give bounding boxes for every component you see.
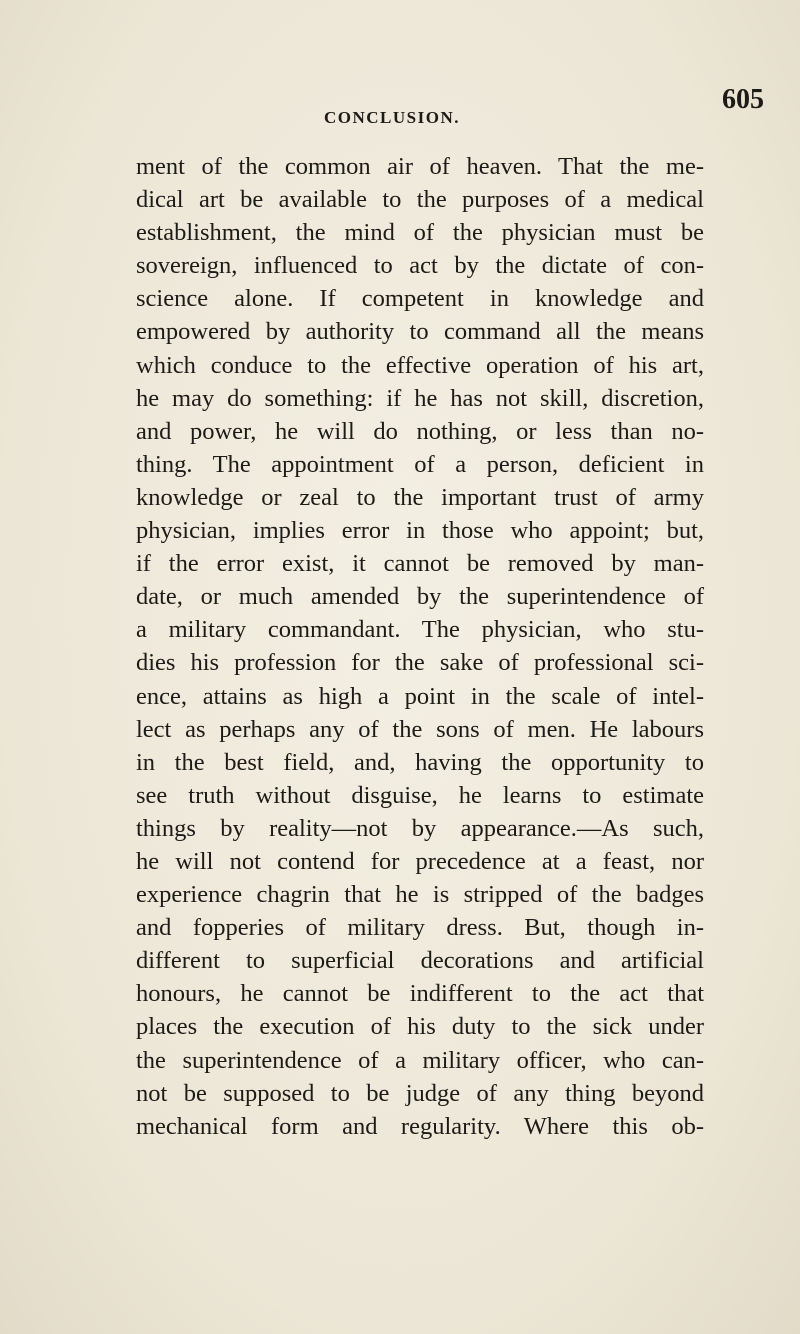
page-number: 605 <box>722 84 764 115</box>
text-line: he will not contend for precedence at a feast, nor <box>136 847 704 875</box>
text-line: empowered by authority to command all the means <box>136 318 704 346</box>
text-line: and fopperies of military dress. But, though in- <box>136 914 704 942</box>
text-line: thing. The appointment of a person, deficient in <box>136 450 704 478</box>
text-line: which conduce to the effective operation of his art, <box>136 351 704 379</box>
text-line: sovereign, influenced to act by the dictate of con- <box>136 252 704 280</box>
text-line: establishment, the mind of the physician must be <box>136 219 704 247</box>
text-line: dical art be available to the purposes of a medical <box>136 186 704 214</box>
text-line: see truth without disguise, he learns to estimate <box>136 781 704 809</box>
text-line: in the best field, and, having the opportunity to <box>136 748 704 776</box>
text-line: and power, he will do nothing, or less than no- <box>136 417 704 445</box>
text-line: honours, he cannot be indifferent to the act that <box>136 980 704 1008</box>
text-line: a military commandant. The physician, who stu- <box>136 616 704 644</box>
text-line: experience chagrin that he is stripped of the badges <box>136 881 704 909</box>
text-line: lect as perhaps any of the sons of men. He labours <box>136 715 704 743</box>
text-line: places the execution of his duty to the sick under <box>136 1013 704 1041</box>
text-line: the superintendence of a military officer, who can- <box>136 1046 704 1074</box>
running-head: CONCLUSION. <box>324 108 460 127</box>
text-line: he may do something: if he has not skill, discretion, <box>136 384 704 412</box>
text-line: science alone. If competent in knowledge and <box>136 285 704 313</box>
text-line: knowledge or zeal to the important trust of army <box>136 483 704 511</box>
body-text <box>136 150 704 1143</box>
text-line: different to superficial decorations and artificial <box>136 947 704 975</box>
text-line: dies his profession for the sake of professional sci- <box>136 649 704 677</box>
text-line: not be supposed to be judge of any thing beyond <box>136 1079 704 1107</box>
text-line: physician, implies error in those who appoint; but, <box>136 517 704 545</box>
text-line: things by reality—not by appearance.—As such, <box>136 814 704 842</box>
text-line: ment of the common air of heaven. That the me- <box>136 153 704 180</box>
text-line: date, or much amended by the superintendence of <box>136 583 704 611</box>
text-line: mechanical form and regularity. Where this ob- <box>136 1112 704 1140</box>
text-line: ence, attains as high a point in the scale of intel- <box>136 682 704 710</box>
text-line: if the error exist, it cannot be removed by man- <box>136 550 704 578</box>
